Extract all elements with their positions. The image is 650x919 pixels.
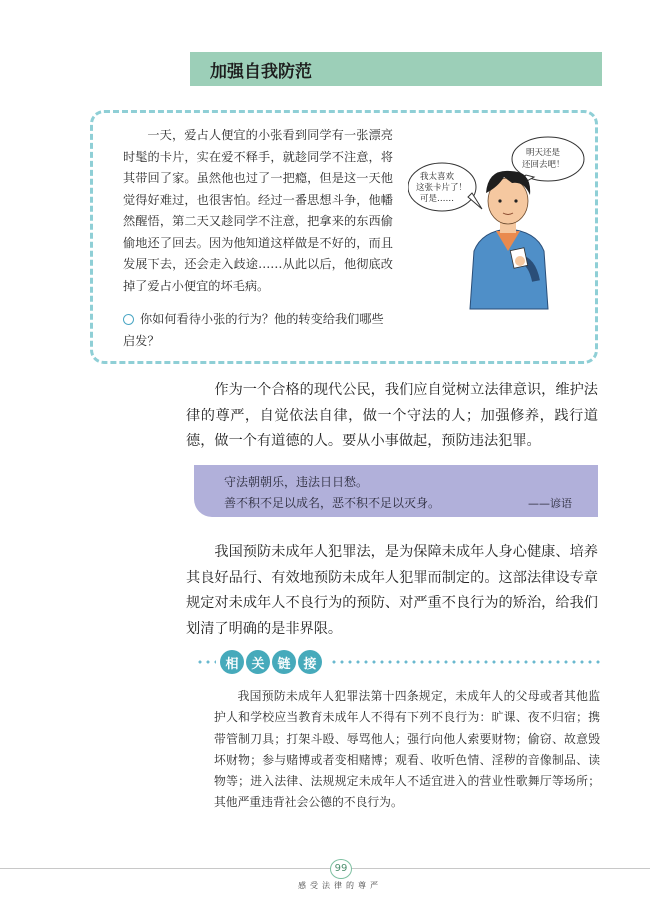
bubble-left-line3: 可是…… xyxy=(420,194,455,204)
quote-source: ——谚语 xyxy=(528,497,572,510)
bubble-right-line1: 明天还是 xyxy=(526,148,561,158)
badge-char-1: 相 xyxy=(220,650,244,674)
badge-char-4: 接 xyxy=(298,650,322,674)
proverb-quote-box xyxy=(194,465,598,517)
dotted-line-right xyxy=(330,660,602,664)
badge-char-3: 链 xyxy=(272,650,296,674)
main-paragraph-1 xyxy=(186,378,598,455)
bubble-right-line2: 还回去吧！ xyxy=(522,160,565,170)
question-circle-icon xyxy=(123,314,134,325)
main-paragraph-2 xyxy=(186,540,598,642)
story-paragraph: 一天，爱占人便宜的小张看到同学有一张漂亮时髦的卡片，实在爱不释手，就趁同学不注意，将其带回了家。虽然他也过了一把瘾，但是这一天他觉得好难过，也很害怕。经过一番思想斗争，他幡然醒悟，第二天又趁同学不注意，把拿来的东西偷偷地还了回去。因为他知道这样做是不好的，而且发展下去，还会走入歧途……从此以后，他彻底改掉了爱占小便宜的坏毛病。 xyxy=(123,128,393,293)
story-box xyxy=(90,110,598,364)
bubble-left-line1: 我太喜欢 xyxy=(420,172,455,182)
main-paragraph-1-text: 作为一个合格的现代公民，我们应自觉树立法律意识，维护法律的尊严，自觉依法自律，做一个守法的人；加强修养，践行道德，做一个有道德的人。要从小事做起，预防违法犯罪。 xyxy=(186,382,598,449)
footer-divider xyxy=(0,868,650,869)
related-link-paragraph: 我国预防未成年人犯罪法第十四条规定，未成年人的父母或者其他监护人和学校应当教育未成年人不得有下列不良行为：旷课、夜不归宿；携带管制刀具；打架斗殴、辱骂他人；强行向他人索要财物；偷窃、故意毁坏财物；参与赌博或者变相赌博；观看、收听色情、淫秽的音像制品、读物等；进入法律、法规规定未成年人不适宜进入的营业性歌舞厅等场所；其他严重违背社会公德的不良行为。 xyxy=(214,689,600,810)
bubble-left-line2: 这张卡片了！ xyxy=(416,183,468,193)
quote-line-2: 善不积不足以成名，恶不积不足以灭身。 xyxy=(224,496,441,510)
section-title: 加强自我防范 xyxy=(210,62,312,82)
boy-holding-card-illustration xyxy=(408,131,588,311)
related-link-header xyxy=(196,650,602,674)
related-link-badges xyxy=(220,650,322,674)
main-paragraph-2-text: 我国预防未成年人犯罪法，是为保障未成年人身心健康、培养其良好品行、有效地预防未成年人犯罪而制定的。这部法律设专章规定对未成年人不良行为的预防、对严重不良行为的矫治，给我们划清了明确的是非界限。 xyxy=(186,544,598,637)
section-header xyxy=(190,52,602,86)
story-text xyxy=(123,125,393,297)
page-number: 99 xyxy=(330,859,352,879)
question-text: 你如何看待小张的行为？他的转变给我们哪些启发？ xyxy=(123,312,384,348)
quote-line-1: 守法朝朝乐，违法日日愁。 xyxy=(224,475,369,489)
footer-title: 感受法律的尊严 xyxy=(298,881,382,890)
badge-char-2: 关 xyxy=(246,650,270,674)
dotted-line-left xyxy=(196,660,216,664)
discussion-question xyxy=(123,309,393,352)
related-link-text xyxy=(214,686,600,814)
